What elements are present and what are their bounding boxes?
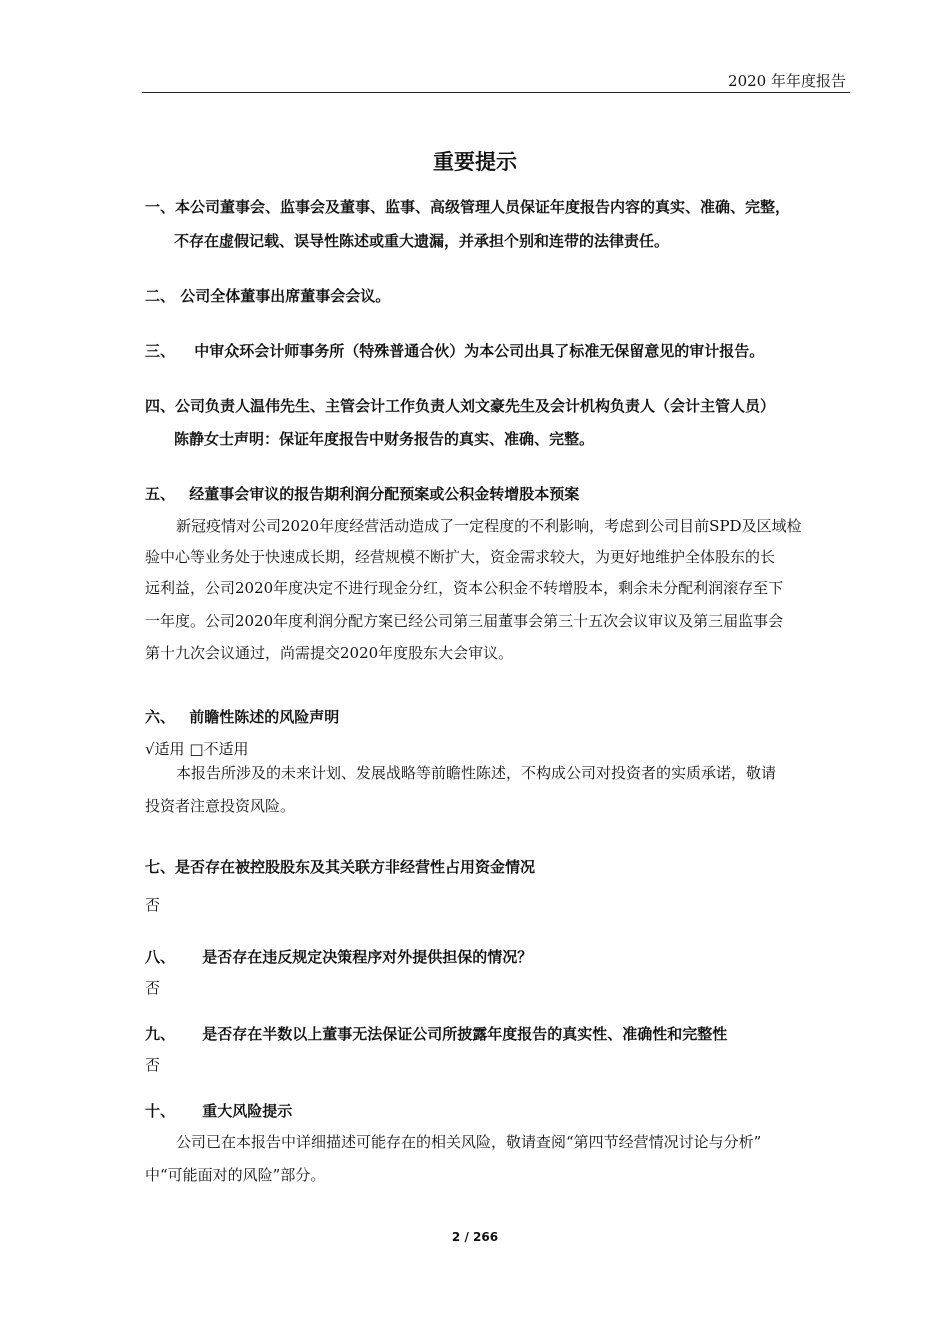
item-8-heading — [145, 947, 532, 967]
item-7-answer: 否 — [145, 896, 161, 914]
item-6-text: 前瞻性陈述的风险声明 — [189, 708, 340, 726]
item-8-answer: 否 — [145, 979, 161, 997]
item-7-heading: 七、是否存在被控股股东及其关联方非经营性占用资金情况 — [145, 858, 536, 876]
item-10-number: 十、 — [145, 1102, 176, 1120]
item-1-line-2: 不存在虚假记载、误导性陈述或重大遗漏，并承担个别和连带的法律责任。 — [174, 232, 670, 250]
item-5-paragraph-line-4: 一年度。公司2020年度利润分配方案已经公司第三届董事会第三十五次会议审议及第三届监事会 — [145, 612, 784, 630]
item-3-text: 中审众环会计师事务所（特殊普通合伙）为本公司出具了标准无保留意见的审计报告。 — [194, 342, 765, 360]
page-number: 2 / 266 — [451, 1230, 499, 1244]
item-9-text: 是否存在半数以上董事无法保证公司所披露年度报告的真实性、准确性和完整性 — [202, 1025, 728, 1043]
item-10-heading — [145, 1101, 292, 1121]
item-1-line-1: 一、本公司董事会、监事会及董事、监事、高级管理人员保证年度报告内容的真实、准确、完整， — [145, 198, 791, 216]
item-6-paragraph-line-2: 投资者注意投资风险。 — [145, 797, 296, 815]
item-3-number: 三、 — [145, 342, 176, 360]
item-8-number: 八、 — [145, 948, 176, 966]
item-6-number: 六、 — [145, 708, 176, 726]
item-6-applicability: √适用 □不适用 — [145, 740, 249, 758]
item-9-heading — [145, 1024, 727, 1044]
item-3 — [145, 341, 764, 361]
item-5-text: 经董事会审议的报告期利润分配预案或公积金转增股本预案 — [189, 485, 580, 503]
item-10-paragraph-line-1: 公司已在本报告中详细描述可能存在的相关风险，敬请查阅“第四节经营情况讨论与分析” — [176, 1133, 762, 1151]
item-5-paragraph-line-5: 第十九次会议通过，尚需提交2020年度股东大会审议。 — [145, 644, 514, 662]
item-5-paragraph-line-2: 验中心等业务处于快速成长期，经营规模不断扩大，资金需求较大，为更好地维护全体股东的长 — [145, 548, 776, 566]
item-5-paragraph-line-1: 新冠疫情对公司2020年度经营活动造成了一定程度的不利影响，考虑到公司目前SPD及区域检 — [176, 517, 802, 535]
item-5-paragraph-line-3: 远利益，公司2020年度决定不进行现金分红，资本公积金不转增股本，剩余未分配利润滚存至下 — [145, 579, 784, 597]
item-8-text: 是否存在违反规定决策程序对外提供担保的情况？ — [202, 948, 533, 966]
item-5-heading — [145, 484, 579, 504]
page-title: 重要提示 — [433, 150, 517, 174]
item-9-answer: 否 — [145, 1056, 161, 1074]
item-10-text: 重大风险提示 — [202, 1102, 293, 1120]
item-4-line-2: 陈静女士声明：保证年度报告中财务报告的真实、准确、完整。 — [174, 430, 595, 448]
report-title: 2020 年年度报告 — [728, 72, 846, 90]
item-4-line-1: 四、公司负责人温伟先生、主管会计工作负责人刘文豪先生及会计机构负责人（会计主管人员） — [145, 397, 776, 415]
header-divider — [142, 92, 850, 93]
item-2: 二、 公司全体董事出席董事会会议。 — [145, 287, 391, 305]
item-5-number: 五、 — [145, 485, 176, 503]
item-6-heading — [145, 707, 339, 727]
item-6-paragraph-line-1: 本报告所涉及的未来计划、发展战略等前瞻性陈述，不构成公司对投资者的实质承诺，敬请 — [176, 764, 777, 782]
item-10-paragraph-line-2: 中“可能面对的风险”部分。 — [145, 1166, 326, 1184]
item-9-number: 九、 — [145, 1025, 176, 1043]
